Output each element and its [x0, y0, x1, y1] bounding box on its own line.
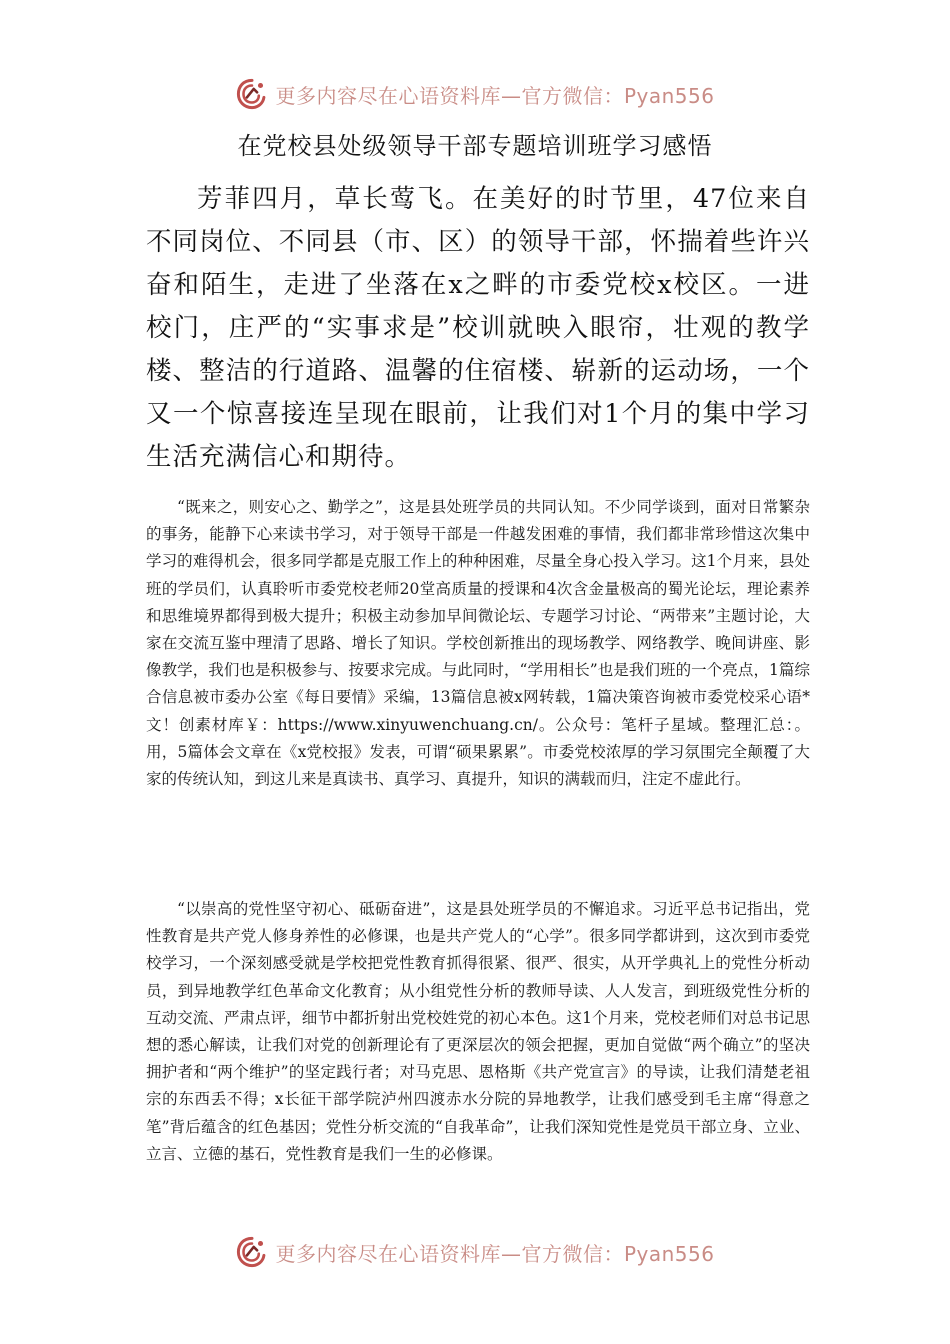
- watermark-text: 更多内容尽在心语资料库—官方微信：Pyan556: [275, 83, 715, 108]
- swirl-logo-icon: [235, 1235, 269, 1269]
- document-title: 在党校县处级领导干部专题培训班学习感悟: [237, 132, 713, 160]
- lead-paragraph: 芳菲四月，草长莺飞。在美好的时节里，47位来自不同岗位、不同县（市、区）的领导干部，怀揣着些许兴奋和陌生，走进了坐落在x之畔的市委党校x校区。一进校门，庄严的“实事求是”校训就映入眼帘，壮观的教学楼、整洁的行道路、温馨的住宿楼、崭新的运动场，一个又一个惊喜接连呈现在眼前，让我们对1个月的集中学习生活充满信心和期待。: [146, 184, 810, 472]
- body-paragraph-1: “既来之，则安心之、勤学之”，这是县处班学员的共同认知。不少同学谈到，面对日常繁杂的事务，能静下心来读书学习，对于领导干部是一件越发困难的事情，我们都非常珍惜这次集中学习的难得机会，很多同学都是克服工作上的种种困难，尽量全身心投入学习。这1个月来，县处班的学员们，认真聆听市委党校老师20堂高质量的授课和4次含金量极高的蜀光论坛，理论素养和思维境界都得到极大提升；积极主动参加早间微论坛、专题学习讨论、“两带来”主题讨论，大家在交流互鉴中理清了思路、增长了知识。学校创新推出的现场教学、网络教学、晚间讲座、影像教学，我们也是积极参与、按要求完成。与此同时，“学用相长”也是我们班的一个亮点，1篇综合信息被市委办公室《每日要情》采编，13篇信息被x网转载，1篇决策咨询被市委党校采心语*文！创素材库￥：https://www.xinyuwenchuang.cn/。公众号：笔杆子星域。整理汇总：。用，5篇体会文章在《x党校报》发表，可谓“硕果累累”。市委党校浓厚的学习氛围完全颠覆了大家的传统认知，到这儿来是真读书、真学习、真提升，知识的满载而归，注定不虚此行。: [146, 498, 810, 789]
- swirl-logo-icon: [235, 77, 269, 111]
- watermark-text: 更多内容尽在心语资料库—官方微信：Pyan556: [275, 1241, 715, 1266]
- body-paragraph-2: “以崇高的党性坚守初心、砥砺奋进”，这是县处班学员的不懈追求。习近平总书记指出，党性教育是共产党人修身养性的必修课，也是共产党人的“心学”。很多同学都讲到，这次到市委党校学习，一个深刻感受就是学校把党性教育抓得很紧、很严、很实，从开学典礼上的党性分析动员，到异地教学红色革命文化教育；从小组党性分析的教师导读、人人发言，到班级党性分析的互动交流、严肃点评，细节中都折射出党校姓党的初心本色。这1个月来，党校老师们对总书记思想的悉心解读，让我们对党的创新理论有了更深层次的领会把握，更加自觉做“两个确立”的坚决拥护者和“两个维护”的坚定践行者；对马克思、恩格斯《共产党宣言》的导读，让我们清楚老祖宗的东西丢不得；x长征干部学院泸州四渡赤水分院的异地教学，让我们感受到毛主席“得意之笔”背后蕴含的红色基因；党性分析交流的“自我革命”，让我们深知党性是党员干部立身、立业、立言、立德的基石，党性教育是我们一生的必修课。: [146, 900, 810, 1163]
- footer-watermark: [0, 1232, 950, 1272]
- header-watermark: [0, 74, 950, 114]
